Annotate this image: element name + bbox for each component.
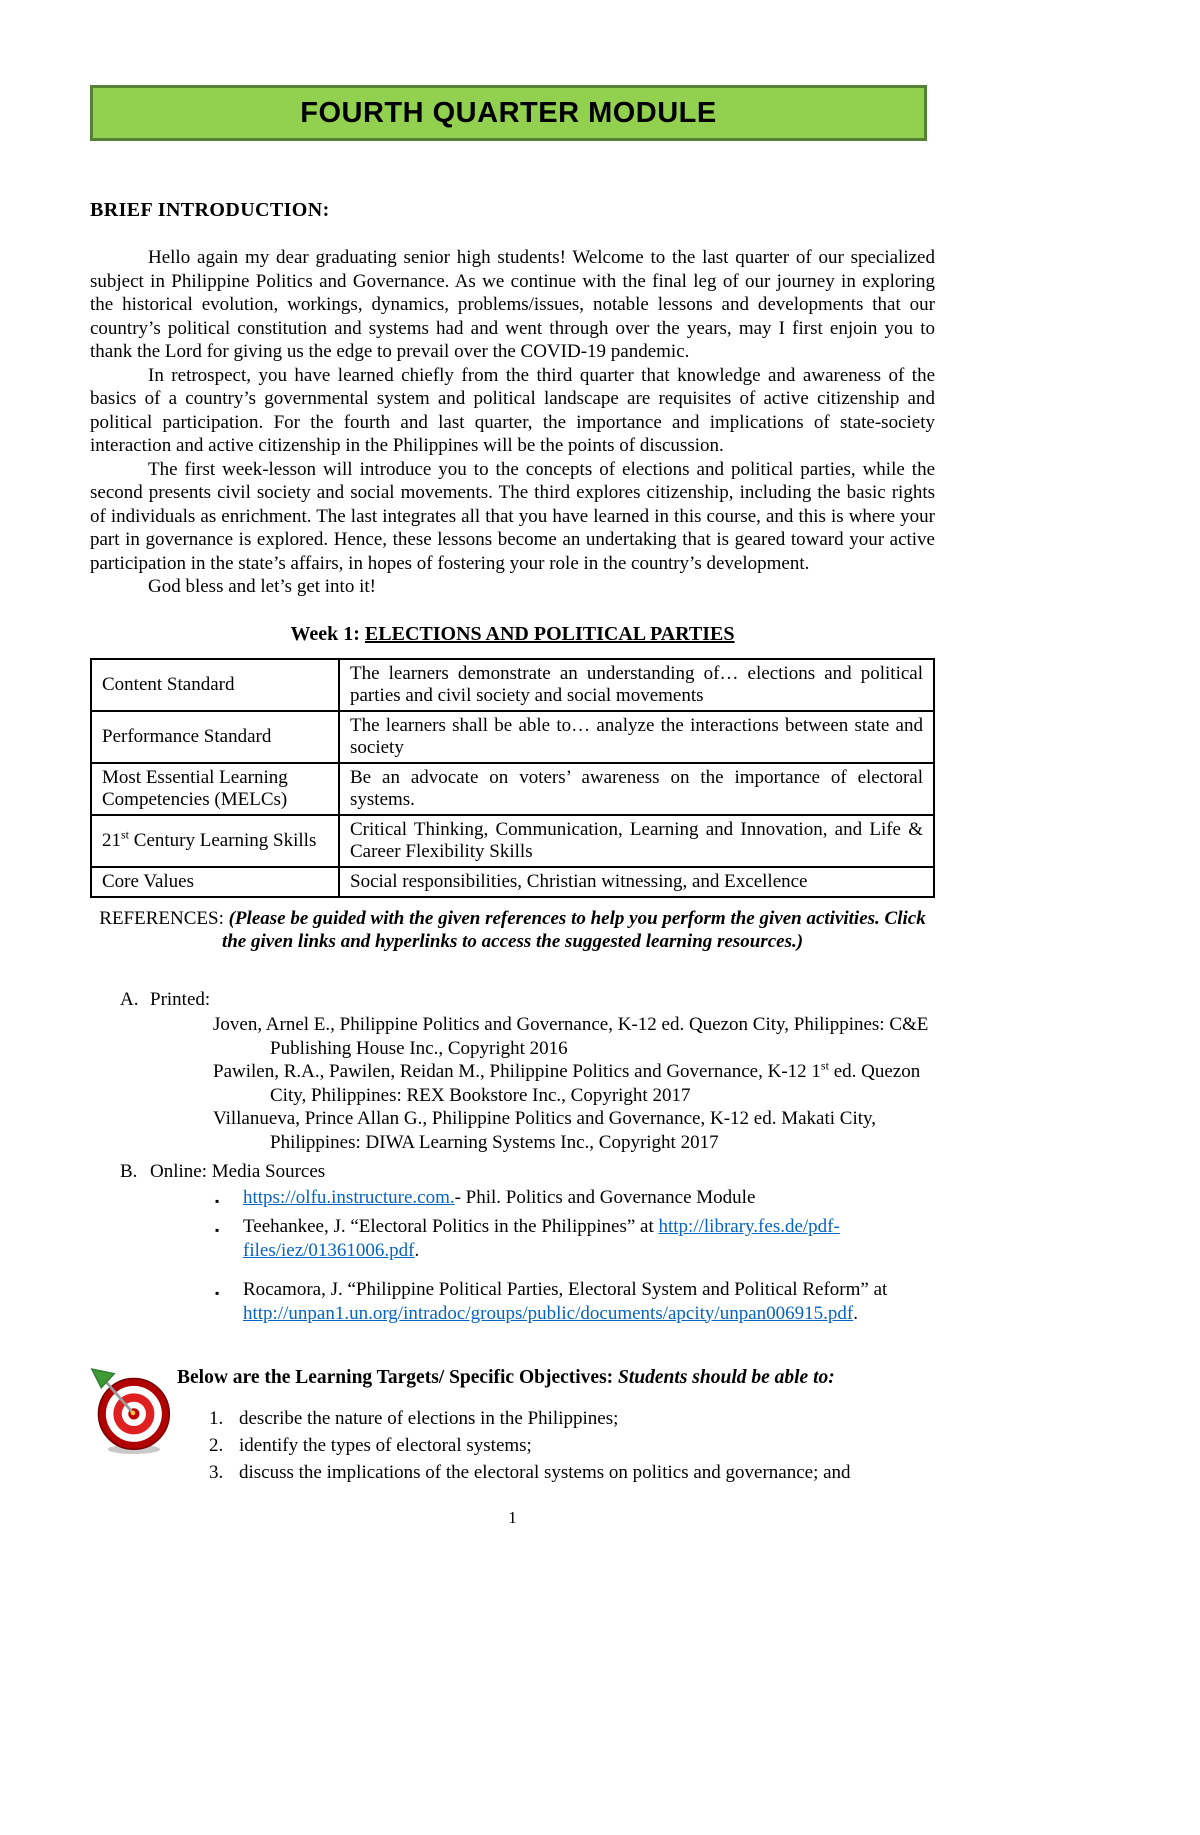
objective-number: 3. (209, 1462, 224, 1483)
intro-paragraph-4: God bless and let’s get into it! (148, 576, 376, 597)
online-reference-item (215, 1186, 935, 1214)
references-note-text: (Please be guided with the given references to help you perform the given activities. Click the given links and hyperlinks to access the suggested learning resources.) (221, 907, 926, 952)
table-row-content-standard (91, 659, 934, 711)
reference-text: - Phil. Politics and Governance Module (454, 1186, 756, 1208)
objective-number: 2. (209, 1435, 224, 1456)
reference-text: . (853, 1302, 858, 1324)
reference-text: . (414, 1239, 420, 1261)
printed-reference-item (90, 1060, 935, 1107)
week1-heading (90, 623, 935, 646)
intro-paragraph-2: In retrospect, you have learned chiefly from the third quarter that knowledge and awareness of the basics of a country’s governmental system and political landscape are requisites of active citizenship and political participation. For the fourth and last quarter, the importance and implications of state-society interaction and active citizenship in the Philippines will be the points of discussion. (90, 364, 935, 456)
online-heading: Online: Media Sources (150, 1161, 326, 1182)
printed-heading-line (90, 988, 935, 1012)
objective-item (209, 1405, 935, 1432)
references-note (90, 907, 935, 954)
module-title: FOURTH QUARTER MODULE (300, 96, 717, 129)
row-value: The learners shall be able to… analyze the interactions between state and society (339, 711, 934, 763)
row-value: Be an advocate on voters’ awareness on the importance of electoral systems. (339, 763, 934, 815)
learning-targets-heading-bold: Below are the Learning Targets/ Specific Objectives: (177, 1367, 619, 1388)
objective-text: identify the types of electoral systems; (239, 1435, 532, 1456)
document-content (90, 85, 935, 1486)
dartboard-target-icon (90, 1367, 175, 1486)
olfu-instructure-link[interactable]: https://olfu.instructure.com. (243, 1186, 455, 1208)
intro-paragraph-3: The first week-lesson will introduce you to the concepts of elections and political parties, while the second presents civil society and social movements. The third explores citizenship, including the basic rights of individuals as enrichment. The last integrates all that you have learned in this course, and this is where your part in governance is explored. Hence, these lessons become an undertaking that is geared toward your active participation in the state’s affairs, in hopes of fostering your role in the country’s development. (90, 458, 935, 574)
printed-reference-item: Joven, Arnel E., Philippine Politics and Governance, K-12 ed. Quezon City, Philippines: C&E Publishing House Inc., Copyright 2016 (213, 1014, 929, 1059)
week1-separator: : (353, 622, 365, 645)
reference-text: Teehankee, J. “Electoral Politics in the Philippines” at (243, 1216, 659, 1237)
objective-item (209, 1459, 935, 1486)
table-row-21st-century-skills (91, 815, 934, 867)
learning-targets-heading-italic: Students should be able to: (618, 1367, 835, 1388)
reference-superscript: st (820, 1058, 829, 1073)
label-superscript: st (121, 827, 130, 842)
table-row-core-values (91, 867, 934, 897)
learning-targets-block (90, 1367, 935, 1486)
module-title-banner (90, 85, 927, 141)
dartboard-target-icon-svg (90, 1367, 174, 1457)
row-value: The learners demonstrate an understanding of… elections and political parties and civil society and social movements (339, 659, 934, 711)
printed-letter: A. (120, 988, 139, 1010)
row-label (91, 815, 339, 867)
row-label: Content Standard (91, 659, 339, 711)
objective-item (209, 1432, 935, 1459)
online-reference-text (243, 1215, 935, 1262)
reference-text: Pawilen, R.A., Pawilen, Reidan M., Philippine Politics and Governance, K-12 1 (213, 1061, 821, 1082)
online-reference-item (215, 1278, 935, 1325)
standards-table (90, 658, 935, 898)
online-reference-text (243, 1186, 935, 1214)
table-row-melcs (91, 763, 934, 815)
printed-heading: Printed: (150, 988, 211, 1010)
online-reference-text (243, 1278, 935, 1325)
row-label: Most Essential Learning Competencies (MELCs) (91, 763, 339, 815)
objectives-list (177, 1405, 935, 1486)
learning-targets-body (175, 1367, 935, 1486)
printed-reference-list (90, 1013, 935, 1154)
row-label: Core Values (91, 867, 339, 897)
online-letter: B. (120, 1161, 138, 1182)
page-number: 1 (508, 1508, 517, 1527)
reference-text: Rocamora, J. “Philippine Political Parties, Electoral System and Political Reform” at (243, 1279, 888, 1300)
table-row-performance-standard (91, 711, 934, 763)
week1-title: ELECTIONS AND POLITICAL PARTIES (364, 622, 735, 645)
square-bullet-icon: ▪ (215, 1286, 220, 1300)
learning-targets-heading (177, 1367, 935, 1389)
row-value: Critical Thinking, Communication, Learning and Innovation, and Life & Career Flexibility Skills (339, 815, 934, 867)
objective-text: discuss the implications of the electoral systems on politics and governance; and (239, 1462, 851, 1483)
printed-references-section (90, 988, 935, 1155)
online-references-section (90, 1160, 935, 1325)
reference-text: ed. Quezon City, Philippines: REX Bookstore Inc., Copyright 2017 (270, 1061, 921, 1106)
week1-label: Week 1 (290, 622, 354, 645)
online-reference-item (215, 1215, 935, 1262)
row-label: Performance Standard (91, 711, 339, 763)
fes-pdf-link[interactable]: http://library.fes.de/pdf-files/iez/01361006.pdf (243, 1216, 840, 1261)
unpan-pdf-link[interactable]: http://unpan1.un.org/intradoc/groups/public/documents/apcity/unpan006915.pdf (243, 1302, 854, 1324)
square-bullet-icon: ▪ (215, 1223, 220, 1237)
objective-text: describe the nature of elections in the Philippines; (239, 1408, 619, 1429)
online-heading-line (90, 1160, 935, 1184)
row-value: Social responsibilities, Christian witnessing, and Excellence (339, 867, 934, 897)
square-bullet-icon: ▪ (215, 1193, 220, 1208)
label-text: 21 (102, 829, 121, 851)
references-label: REFERENCES: (99, 907, 229, 929)
printed-reference-item: Villanueva, Prince Allan G., Philippine Politics and Governance, K-12 ed. Makati City, Philippines: DIWA Learning Systems Inc., Copyright 2017 (213, 1108, 877, 1153)
brief-introduction-heading: BRIEF INTRODUCTION: (90, 199, 330, 221)
intro-paragraph-1: Hello again my dear graduating senior high students! Welcome to the last quarter of our specialized subject in Philippine Politics and Governance. As we continue with the final leg of our journey in exploring the historical evolution, workings, dynamics, problems/issues, notable lessons and developments that our country’s political constitution and systems had and went through over the years, may I first enjoin you to thank the Lord for giving us the edge to prevail over the COVID-19 pandemic. (90, 247, 935, 362)
objective-number: 1. (209, 1408, 224, 1429)
label-text: Century Learning Skills (129, 829, 317, 851)
